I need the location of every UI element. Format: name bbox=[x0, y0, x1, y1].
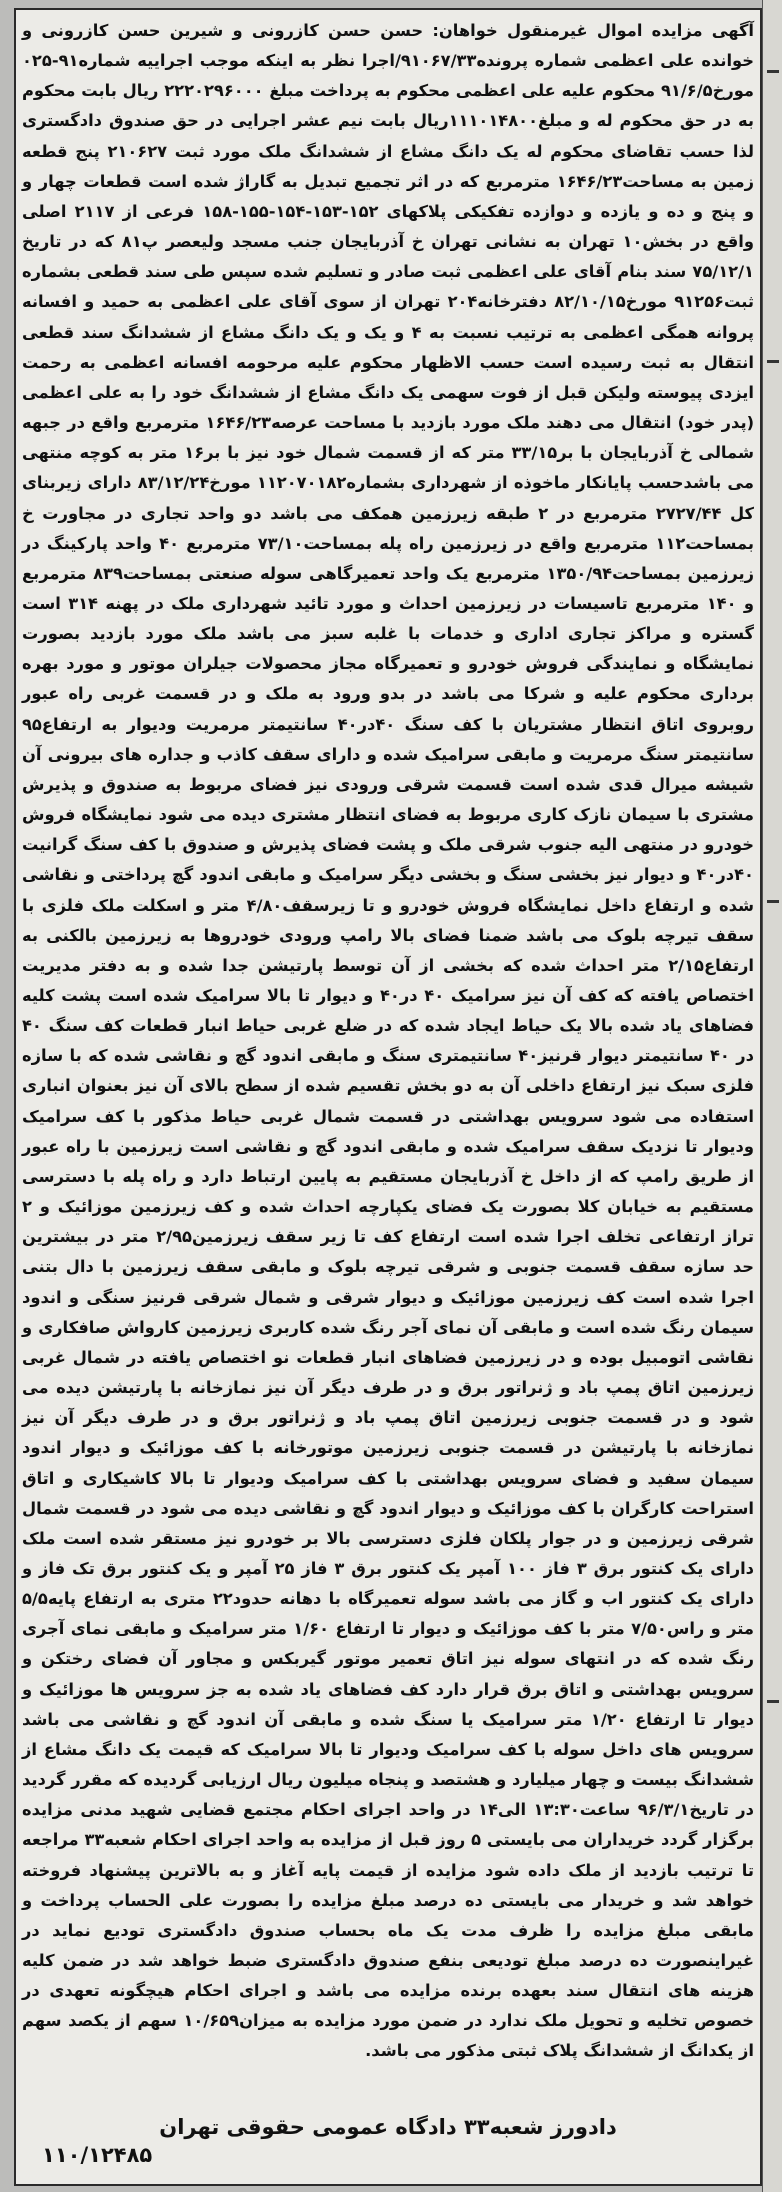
notice-title: آگهی مزایده اموال غیرمنقول bbox=[506, 21, 754, 40]
adjacent-column-edge bbox=[762, 0, 782, 2192]
notice-code: ۱۱۰/۱۲۴۸۵ bbox=[42, 2143, 153, 2167]
notice-body: خواهان: حسن حسن کازرونی و شیرین حسن کازرونی و خوانده علی اعظمی شماره پرونده۹۱۰۶۷/۳۳/اجرا نظر به اینکه موجب اجراییه شماره۹۱-۰۲۵ مورخ۹۱/۶/۵ محکوم علیه علی اعظمی محکوم به پرداخت مبلغ ۲۲۲۰۲۹۶۰۰۰ ریال بابت محکوم به در حق محکوم له و مبلغ۱۱۱۰۱۴۸۰۰ریال بابت نیم عشر اجرایی در حق صندوق دادگستری لذا حسب تقاضای محکوم له یک دانگ مشاع از ششدانگ ملک مورد ثبت ۲۱۰۶۲۷ پنج قطعه زمین به مساحت۱۶۴۶/۲۳ مترمربع که در اثر تجمیع تبدیل به گاراژ شده است قطعات چهار و و پنج و ده و یازده و دوازده تفکیکی پلاکهای ۱۵۲-۱۵۳-۱۵۴-۱۵۵-۱۵۸ فرعی از ۲۱۱۷ اصلی واقع در بخش۱۰ تهران به نشانی تهران خ آذربایجان جنب مسجد ولیعصر پ۸۱ که در تاریخ ۷۵/۱۲/۱ سند بنام آقای علی اعظمی ثبت صادر و تسلیم شده سپس طی سند قطعی بشماره ثبت۹۱۲۵۶ مورخ۸۲/۱۰/۱۵ دفترخانه۲۰۴ تهران از سوی آقای علی اعظمی به حمید و افسانه پروانه همگی اعظمی به ترتیب نسبت به ۴ و یک و یک دانگ مشاع از ششدانگ سند قطعی انتقال به ثبت رسیده است حسب الاظهار محکوم علیه مرحومه افسانه اعظمی به رحمت ایزدی پیوسته ولیکن قبل از فوت سهمی یک دانگ مشاع از ششدانگ خود را به علی اعظمی (پدر خود) انتقال می دهند ملک مورد بازدید با مساحت عرصه۱۶۴۶/۲۳ مترمربع واقع در جبهه شمالی خ آذربایجان با بر۳۳/۱۵ متر که از قسمت شمال خود نیز با بر۱۶ متر به کوچه منتهی می باشدحسب پایانکار ماخوذه از شهرداری بشماره۱۱۲۰۷۰۱۸۲ مورخ۸۳/۱۲/۲۴ دارای زیربنای کل ۲۷۲۷/۴۴ مترمربع در ۲ طبقه زیرزمین همکف می باشد دو واحد تجاری در مجاورت خ بمساحت۱۱۲ مترمربع واقع در زیرزمین راه پله بمساحت۷۳/۱۰ مترمربع ۴۰ واحد پارکینگ در زیرزمین بمساحت۱۳۵۰/۹۴ مترمربع یک واحد تعمیرگاهی سوله صنعتی بمساحت۸۳۹ مترمربع و ۱۴۰ مترمربع تاسیسات در زیرزمین احداث و مورد تائید شهرداری ملک در پهنه ۳۱۴ است گستره و مراکز تجاری اداری و خدمات با غلبه سبز می باشد ملک مورد بازدید بصورت نمایشگاه و نمایندگی فروش خودرو و تعمیرگاه مجاز محصولات جیلران موتور و مورد بهره برداری محکوم علیه و شرکا می باشد در بدو ورود به ملک و در قسمت غربی راه عبور روبروی اتاق انتظار مشتریان با کف سنگ ۴۰در۴۰ سانتیمتر مرمریت وديوار به ارتفاع۹۵ سانتیمتر سنگ مرمریت و مابقی سرامیک شده و دارای سقف کاذب و جداره های بیرونی آن شیشه میرال قدی شده است قسمت شرقی ورودی نیز فضای مربوط به صندوق و پذیرش مشتری با سیمان نازک کاری مربوط به فضای انتظار مشتری دیده می شود نمایشگاه فروش خودرو در منتهی الیه جنوب شرقی ملک و پشت فضای پذیرش و صندوق با کف سنگ گرانیت ۴۰در۴۰ و دیوار نیز بخشی سنگ و بخشی دیگر سرامیک و مابقی اندود گچ پرداختی و نقاشی شده و ارتفاع داخل نمایشگاه فروش خودرو و تا زیرسقف۴/۸۰ متر و اسکلت ملک فلزی با سقف تیرچه بلوک می باشد ضمنا فضای بالا رامپ ورودی خودروها به زیرزمین بالکنی به ارتفاع۲/۱۵ متر احداث شده که بخشی از آن توسط پارتیشن جدا شده و به دفتر مدیریت اختصاص یافته که کف آن نیز سرامیک ۴۰ در۴۰ و دیوار تا بالا سرامیک شده است پشت کلیه فضاهای یاد شده بالا یک حیاط ایجاد شده که در ضلع غربی حیاط انبار قطعات کف سنگ ۴۰ در ۴۰ سانتیمتر دیوار قرنیز۴۰ سانتیمتری سنگ و مابقی اندود گچ و نقاشی شده که با سازه فلزی سبک نیز ارتفاع داخلی آن به دو بخش تقسیم شده از سطح بالای آن نیز بعنوان انباری استفاده می شود سرویس بهداشتی در قسمت شمال غربی حیاط مذکور با کف سرامیک ودیوار تا نزدیک سقف سرامیک شده و مابقی اندود گچ و نقاشی است زیرزمین با راه عبور از طریق رامپ که از داخل خ آذربایجان مستقیم به پایین ارتباط دارد و راه پله با دسترسی مستقیم به خیابان کلا بصورت یک فضای یکپارچه احداث شده و کف زیرزمین موزائیک و ۲ تراز ارتفاعی تخلف اجرا شده است ارتفاع کف تا زیر سقف زیرزمین۲/۹۵ متر در بیشترین حد سازه سقف قسمت جنوبی و شرقی تیرچه بلوک و مابقی سقف زیرزمین با دال بتنی اجرا شده است کف زیرزمین موزائیک و دیوار شرقی و شمال شرقی قرنیز سنگی و اندود سیمان رنگ شده است و مابقی آن نمای آجر رنگ شده کاربری زیرزمین کارواش صافکاری و نقاشی اتومبیل بوده و در زیرزمین فضاهای انبار قطعات نو اختصاص یافته در شمال غربی زیرزمین اتاق پمپ باد و ژنراتور برق و در طرف دیگر آن نیز نمازخانه با پارتیشن دیده می شود و در قسمت جنوبی زیرزمین اتاق پمپ باد و ژنراتور برق و در طرف دیگر آن نیز نمازخانه با پارتیشن در قسمت جنوبی زیرزمین موتورخانه با کف موزائیک و دیوار اندود سیمان سفید و فضای سرویس بهداشتی با کف سرامیک ودیوار تا بالا کاشیکاری و اتاق استراحت کارگران با کف موزائیک و دیوار اندود گچ و نقاشی دیده می شود در قسمت شمال شرقی زیرزمین و در جوار پلکان فلزی دسترسی بالا بر خودرو نیز مستقر شده است ملک دارای یک کنتور برق ۳ فاز ۱۰۰ آمپر یک کنتور برق ۳ فاز ۲۵ آمپر و یک کنتور برق تک فاز و دارای یک کنتور اب و گاز می باشد سوله تعمیرگاه با دهانه حدود۲۲ متری به ارتفاع پایه۵/۵ متر و راس۷/۵۰ متر با کف موزائیک و دیوار تا ارتفاع ۱/۶۰ متر سرامیک و مابقی نمای آجری رنگ شده که در انتهای سوله نیز اتاق تعمیر موتور گیربکس و مجاور آن فضای رختکن و سرویس بهداشتی و اتاق برق قرار دارد کف فضاهای یاد شده به جز سرویس ها موزائیک و دیوار تا ارتفاع ۱/۲۰ متر سرامیک یا سنگ شده و مابقی آن اندود گچ و نقاشی می باشد سرویس های داخل سوله با کف سرامیک ودیوار تا بالا سرامیک که قیمت یک دانگ مشاع از ششدانگ بیست و چهار میلیارد و هشتصد و پنجاه میلیون ریال ارزیابی گردیده که مقرر گردید در تاریخ۹۶/۳/۱ ساعت۱۳:۳۰ الی۱۴ در واحد اجرای احکام مجتمع قضایی شهید مدنی مزایده برگزار گردد خریداران می بایستی ۵ روز قبل از مزایده به واحد اجرای احکام شعبه۳۳ مراجعه تا ترتیب بازدید از ملک داده شود مزایده از قیمت پایه آغاز و به بالاترین پیشنهاد فروخته خواهد شد و خریدار می بایستی ده درصد مبلغ مزایده را بصورت علی الحساب پرداخت و مابقی مبلغ مزایده را ظرف مدت یک ماه بحساب صندوق دادگستری تودیع نماید در غیراینصورت ده درصد مبلغ تودیعی بنفع صندوق دادگستری ضبط خواهد شد در ضمن کلیه هزینه های انتقال سند بعهده برنده مزایده می باشد و اجرای احکام هیچگونه تعهدی در خصوص تخلیه و تحویل ملک ندارد در ضمن مورد مزایده به میزان۱۰/۶۵۹ سهم از یکصد سهم از یکدانگ از ششدانگ پلاک ثبتی مذکور می باشد. bbox=[22, 21, 755, 2061]
auction-notice bbox=[22, 16, 754, 2067]
adjacent-text-fragment bbox=[767, 900, 779, 903]
court-signature: دادورز شعبه۳۳ دادگاه عمومی حقوقی تهران bbox=[159, 2115, 617, 2139]
notice-footer bbox=[22, 2112, 754, 2167]
notice-text bbox=[22, 16, 754, 2067]
adjacent-text-fragment bbox=[767, 1700, 779, 1703]
adjacent-text-fragment bbox=[767, 70, 779, 73]
adjacent-text-fragment bbox=[767, 360, 779, 363]
